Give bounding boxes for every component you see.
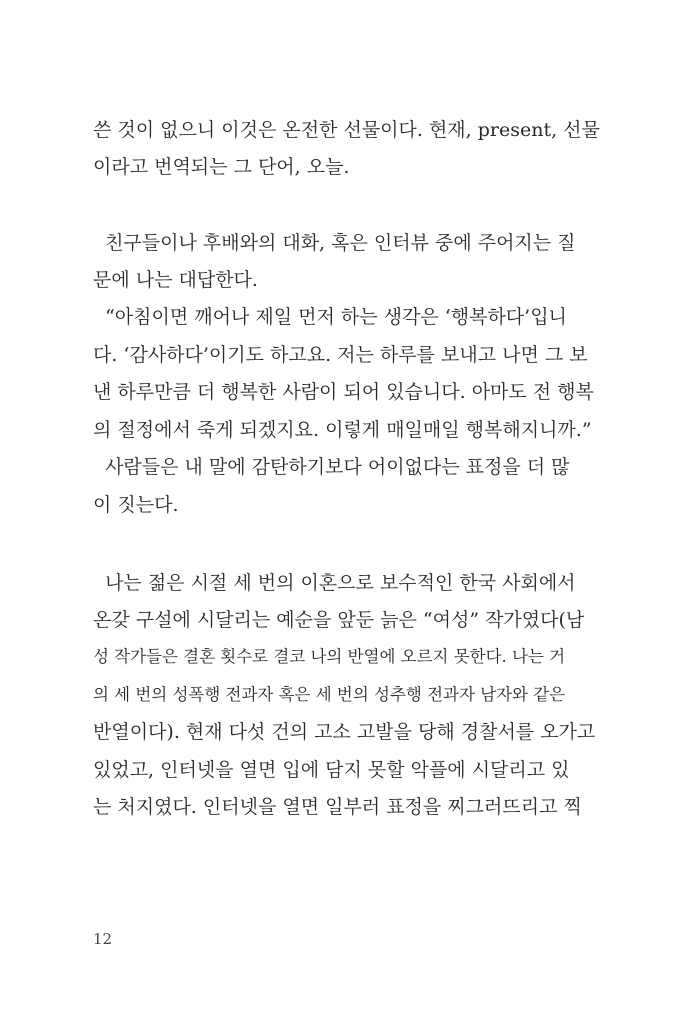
text-line: 나는 젊은 시절 세 번의 이혼으로 보수적인 한국 사회에서 [93, 572, 576, 594]
text-line: 있었고, 인터넷을 열면 입에 담지 못할 악플에 시달리고 있 [93, 759, 570, 781]
text-line: 반열이다). 현재 다섯 건의 고소 고발을 당해 경찰서를 오가고 [93, 721, 596, 743]
text-line: 의 절정에서 죽게 되겠지요. 이렇게 매일매일 행복해지니까.” [93, 419, 592, 441]
text-line: 친구들이나 후배와의 대화, 혹은 인터뷰 중에 주어지는 질 [93, 232, 576, 254]
text-line: 의 세 번의 성폭행 전과자 혹은 세 번의 성추행 전과자 남자와 같은 [93, 685, 566, 704]
text-line: 쓴 것이 없으니 이것은 온전한 선물이다. 현재, present, 선물 [93, 119, 600, 141]
text-line: 문에 나는 대답한다. [93, 269, 258, 291]
text-line: 낸 하루만큼 더 행복한 사람이 되어 있습니다. 아마도 전 행복 [93, 381, 594, 403]
text-line: 온갖 구설에 시달리는 예순을 앞둔 늙은 “여성” 작가였다(남 [93, 609, 585, 631]
text-line: “아침이면 깨어나 제일 먼저 하는 생각은 ‘행복하다’입니 [93, 306, 567, 328]
text-line: 이 짓는다. [93, 494, 179, 516]
text-line: 는 처지였다. 인터넷을 열면 일부러 표정을 찌그러뜨리고 찍 [93, 796, 582, 818]
text-line: 이라고 번역되는 그 단어, 오늘. [93, 156, 350, 178]
page-number: 12 [93, 930, 113, 948]
text-line: 사람들은 내 말에 감탄하기보다 어이없다는 표정을 더 많 [93, 456, 570, 478]
text-line: 성 작가들은 결혼 횟수로 결코 나의 반열에 오르지 못한다. 나는 거 [93, 647, 566, 666]
text-line: 다. ‘감사하다’이기도 하고요. 저는 하루를 보내고 나면 그 보 [93, 344, 588, 366]
